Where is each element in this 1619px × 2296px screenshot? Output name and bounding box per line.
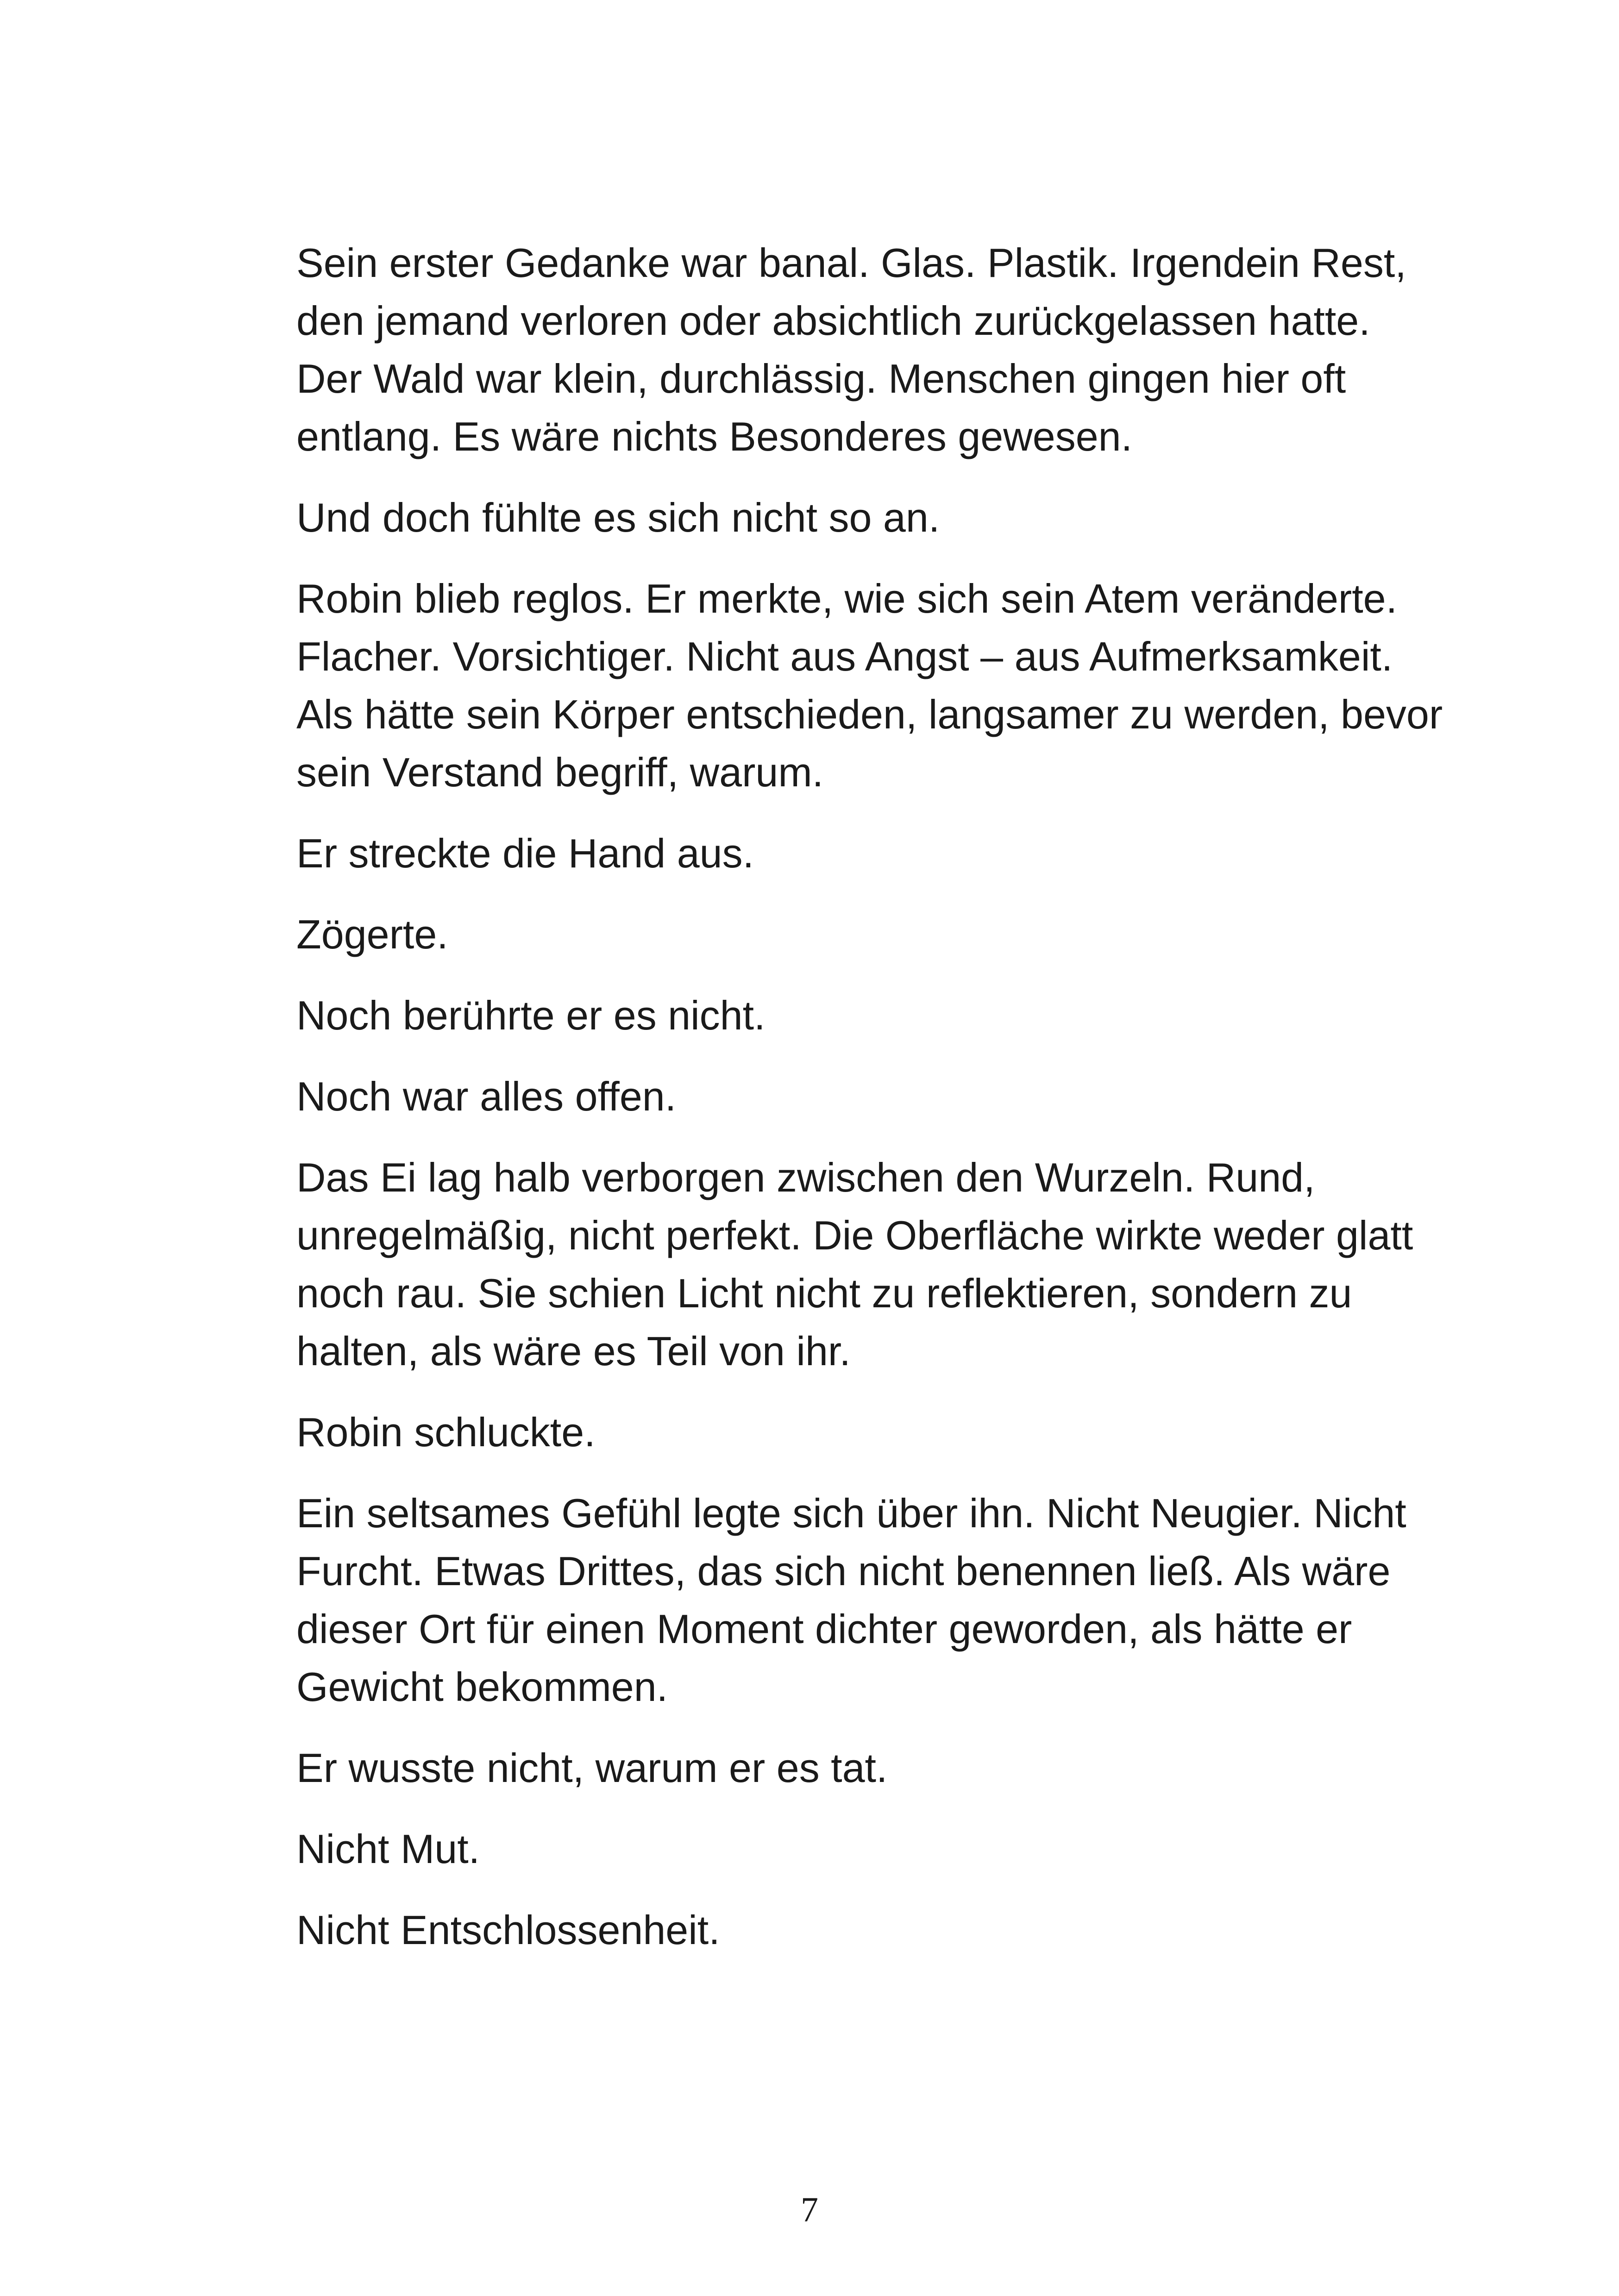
text-line: Zögerte.	[296, 911, 448, 957]
text-line: Er wusste nicht, warum er es tat.	[296, 1745, 888, 1791]
paragraph	[296, 1484, 1463, 1716]
paragraph	[296, 1739, 1463, 1797]
text-line: Furcht. Etwas Drittes, das sich nicht benennen ließ. Als wäre	[296, 1548, 1391, 1594]
paragraph	[296, 1148, 1463, 1380]
text-line: Das Ei lag halb verborgen zwischen den Wurzeln. Rund,	[296, 1154, 1315, 1200]
paragraph	[296, 905, 1463, 963]
paragraph	[296, 1901, 1463, 1959]
paragraph	[296, 824, 1463, 882]
text-line: den jemand verloren oder absichtlich zurückgelassen hatte.	[296, 298, 1370, 344]
paragraph	[296, 1820, 1463, 1878]
text-line: halten, als wäre es Teil von ihr.	[296, 1328, 851, 1374]
paragraph	[296, 489, 1463, 546]
paragraph	[296, 570, 1463, 801]
text-line: Er streckte die Hand aus.	[296, 830, 754, 876]
text-line: Gewicht bekommen.	[296, 1664, 668, 1710]
text-line: noch rau. Sie schien Licht nicht zu reflektieren, sondern zu	[296, 1270, 1352, 1316]
text-line: Nicht Entschlossenheit.	[296, 1907, 720, 1953]
body-text	[296, 234, 1463, 1982]
text-line: Der Wald war klein, durchlässig. Menschen gingen hier oft	[296, 356, 1346, 401]
paragraph	[296, 1403, 1463, 1461]
text-line: Robin schluckte.	[296, 1409, 596, 1455]
text-line: Sein erster Gedanke war banal. Glas. Plastik. Irgendein Rest,	[296, 240, 1406, 286]
text-line: Flacher. Vorsichtiger. Nicht aus Angst – aus Aufmerksamkeit.	[296, 634, 1393, 679]
text-line: Als hätte sein Körper entschieden, langsamer zu werden, bevor	[296, 691, 1443, 737]
text-line: Ein seltsames Gefühl legte sich über ihn. Nicht Neugier. Nicht	[296, 1490, 1406, 1536]
paragraph	[296, 1067, 1463, 1125]
text-line: Robin blieb reglos. Er merkte, wie sich sein Atem veränderte.	[296, 576, 1398, 621]
text-line: entlang. Es wäre nichts Besonderes gewesen.	[296, 414, 1133, 459]
text-line: Noch berührte er es nicht.	[296, 992, 766, 1038]
paragraph	[296, 234, 1463, 465]
text-line: Nicht Mut.	[296, 1826, 480, 1872]
text-line: Noch war alles offen.	[296, 1073, 677, 1119]
text-line: dieser Ort für einen Moment dichter geworden, als hätte er	[296, 1606, 1352, 1652]
page-number: 7	[801, 2190, 818, 2229]
text-line: unregelmäßig, nicht perfekt. Die Oberfläche wirkte weder glatt	[296, 1212, 1413, 1258]
text-line: Und doch fühlte es sich nicht so an.	[296, 495, 940, 540]
text-line: sein Verstand begriff, warum.	[296, 749, 824, 795]
paragraph	[296, 986, 1463, 1044]
